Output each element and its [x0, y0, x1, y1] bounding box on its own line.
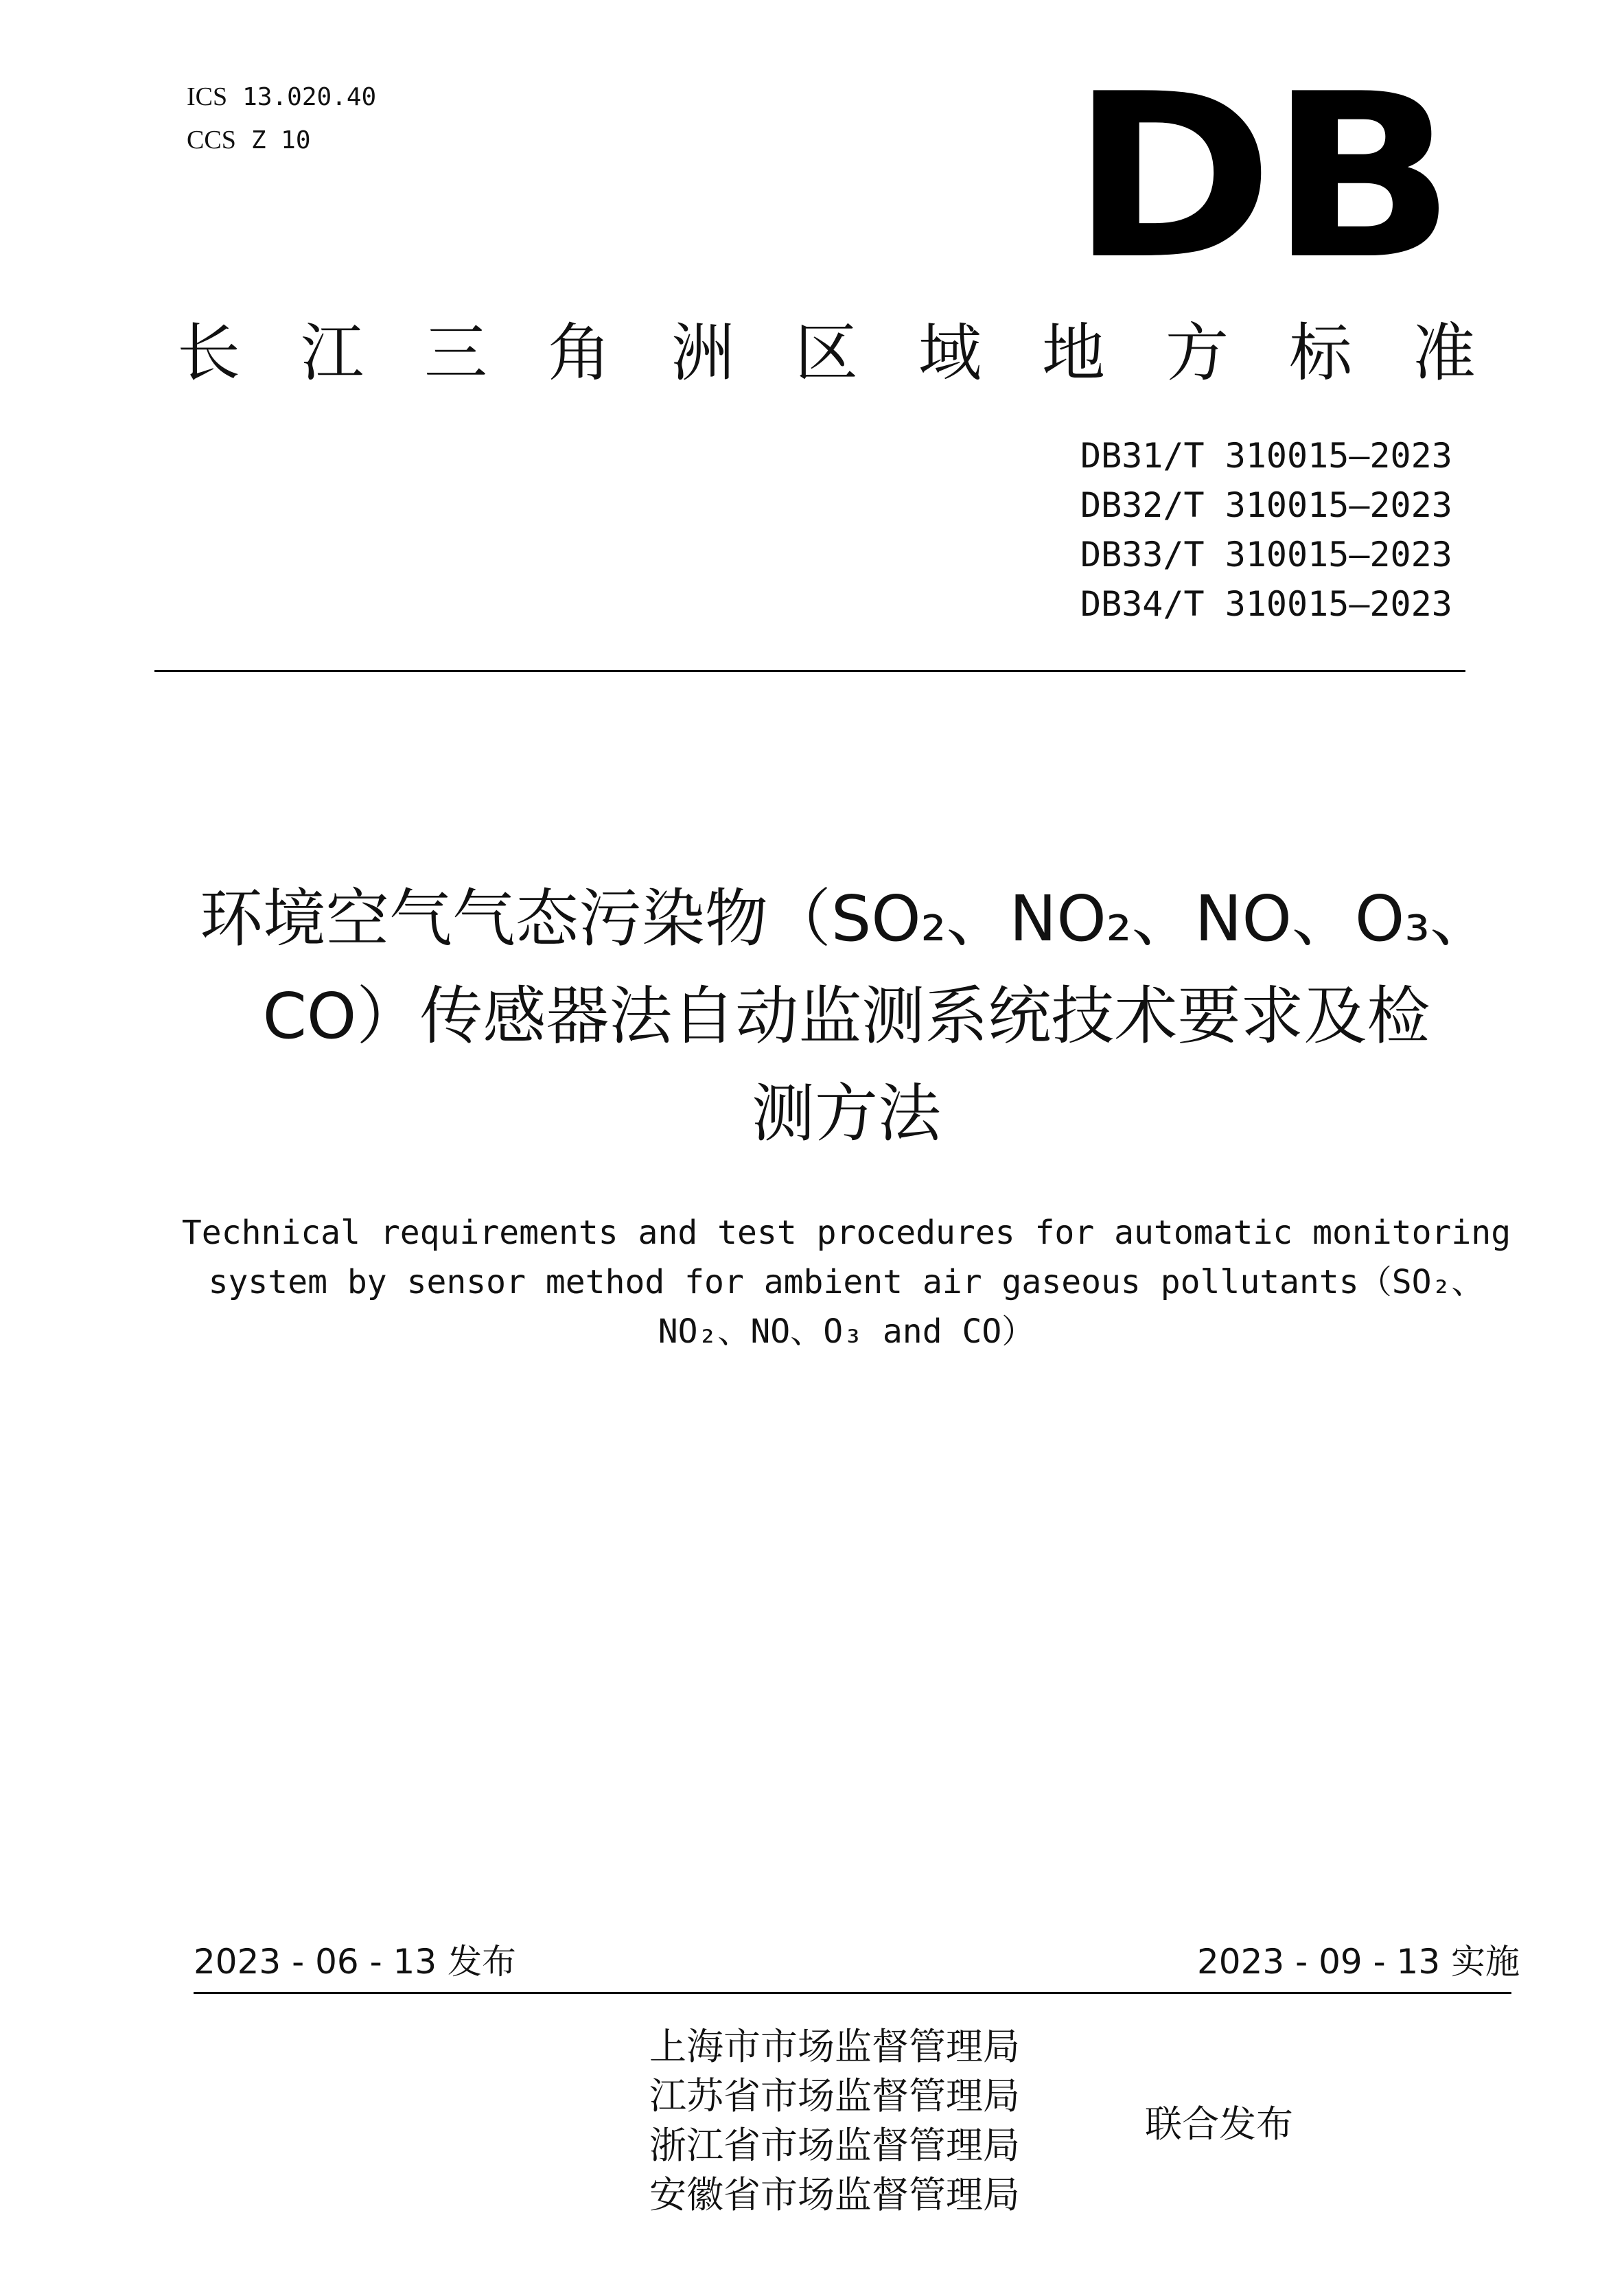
classification-block — [187, 76, 391, 162]
series-title: 长江三角洲区域地方标准 — [177, 316, 1537, 390]
title-cn-line-3: 测方法 — [751, 1077, 941, 1150]
joint-issue-label: 联合发布 — [1145, 2102, 1293, 2146]
ccs-label: CCS — [187, 126, 236, 154]
code-db34: DB34/T 310015—2023 — [1080, 584, 1452, 624]
issuing-authorities — [649, 2022, 1020, 2220]
title-chinese — [137, 870, 1555, 1163]
standard-codes — [1080, 431, 1452, 629]
implementation-date: 2023 - 09 - 13 实施 — [1197, 1942, 1520, 1982]
ccs-value: Z 10 — [251, 126, 311, 154]
publish-date: 2023 - 06 - 13 发布 — [194, 1942, 517, 1982]
code-db32: DB32/T 310015—2023 — [1080, 485, 1452, 525]
title-en-line-3: NO₂、NO、O₃ and CO） — [658, 1312, 1035, 1351]
issuer-zhejiang: 浙江省市场监督管理局 — [649, 2124, 1020, 2167]
title-cn-line-2: CO）传感器法自动监测系统技术要求及检 — [262, 979, 1430, 1053]
code-db33: DB33/T 310015—2023 — [1080, 535, 1452, 575]
title-en-line-1: Technical requirements and test procedures for automatic monitoring — [181, 1214, 1511, 1252]
db-logo: DB — [1071, 45, 1452, 309]
ics-value: 13.020.40 — [242, 83, 377, 111]
header-divider — [154, 670, 1465, 672]
ccs-line — [187, 119, 391, 162]
footer-divider — [194, 1992, 1511, 1994]
issuer-anhui: 安徽省市场监督管理局 — [649, 2173, 1020, 2216]
title-cn-line-1: 环境空气气态污染物（SO₂、NO₂、NO、O₃、 — [199, 882, 1494, 955]
code-db31: DB31/T 310015—2023 — [1080, 436, 1452, 476]
ics-label: ICS — [187, 82, 228, 111]
title-en-line-2: system by sensor method for ambient air gaseous pollutants（SO₂、 — [208, 1263, 1485, 1301]
issuer-jiangsu: 江苏省市场监督管理局 — [649, 2074, 1020, 2118]
ics-line — [187, 76, 391, 119]
issuer-shanghai: 上海市市场监督管理局 — [649, 2025, 1020, 2068]
title-english — [172, 1208, 1521, 1356]
